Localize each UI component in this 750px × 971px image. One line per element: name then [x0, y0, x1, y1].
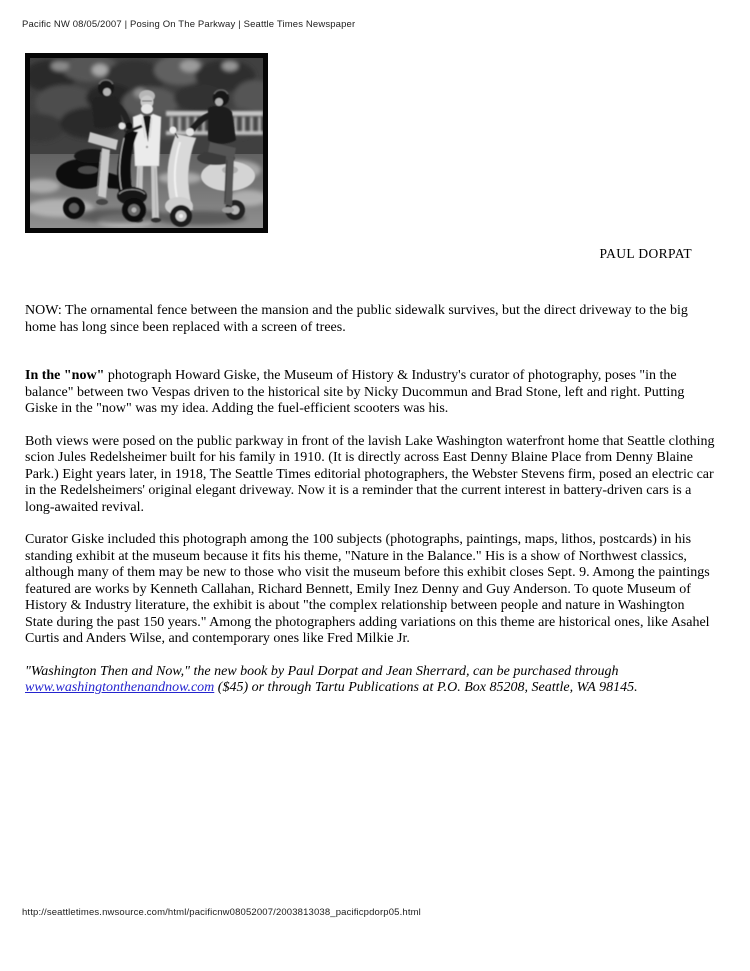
book-note-before-link: "Washington Then and Now," the new book by Paul Dorpat and Jean Sherrard, can be purchased through	[25, 663, 619, 679]
article-paragraph-in-the-now	[25, 368, 715, 418]
article-paragraph-curator: Curator Giske included this photograph among the 100 subjects (photographs, paintings, maps, lithos, postcards) in his standing exhibit at the museum because it fits his theme, "Nature in the Balance." His is a show of Northwest classics, although many of them may be new to those who visit the museum before this exhibit closes Sept. 9. Among the paintings featured are works by Kenneth Callahan, Richard Bennett, Emily Inez Denny and Guy Anderson. To quote Museum of History & Industry literature, the exhibit is about "the complex relationship between people and nature in Washington State during the past 150 years." Among the photographers adding variations on this theme are historical ones, like Asahel Curtis and Anders Wilse, and contemporary ones like Fred Milkie Jr.	[25, 532, 710, 646]
article-paragraph-both-views: Both views were posed on the public parkway in front of the lavish Lake Washington waterfront home that Seattle clothing scion Jules Redelsheimer built for his family in 1910. (It is directly across East Denny Blaine Place from Denny Blaine Park.) Eight years later, in 1918, The Seattle Times editorial photographers, the Webster Stevens firm, posed an electric car in the Redelsheimers' original elegant driveway. Now it is a reminder that the current interest in battery-driven cars is a long-awaited revival.	[25, 433, 715, 515]
print-footer-url: http://seattletimes.nwsource.com/html/pacificnw08052007/2003813038_pacificpdorp05.html	[22, 907, 421, 918]
paragraph-bold-lead: In the "now"	[25, 368, 105, 383]
washingtonthenandnow-link[interactable]: www.washingtonthenandnow.com	[25, 680, 215, 695]
article-photo	[25, 53, 268, 233]
photo-illustration	[30, 58, 263, 228]
book-note-after-link: ($45) or through Tartu Publications at P.O. Box 85208, Seattle, WA 98145.	[214, 680, 638, 695]
print-header-title: Pacific NW 08/05/2007 | Posing On The Parkway | Seattle Times Newspaper	[22, 19, 356, 30]
paragraph-lead-rest: photograph Howard Giske, the Museum of History & Industry's curator of photography, poses "in the balance" between two Vespas driven to the historical site by Nicky Ducommun and Brad Stone, left and right. Putting Giske in the "now" was my idea. Adding the fuel-efficient scooters was his.	[25, 368, 685, 416]
article-paragraph-now-caption: NOW: The ornamental fence between the mansion and the public sidewalk survives, but the direct driveway to the big home has long since been replaced with a screen of trees.	[25, 303, 688, 335]
article-paragraph-book-note	[25, 664, 715, 697]
photo-credit: PAUL DORPAT	[599, 246, 692, 261]
article-body	[25, 303, 715, 713]
